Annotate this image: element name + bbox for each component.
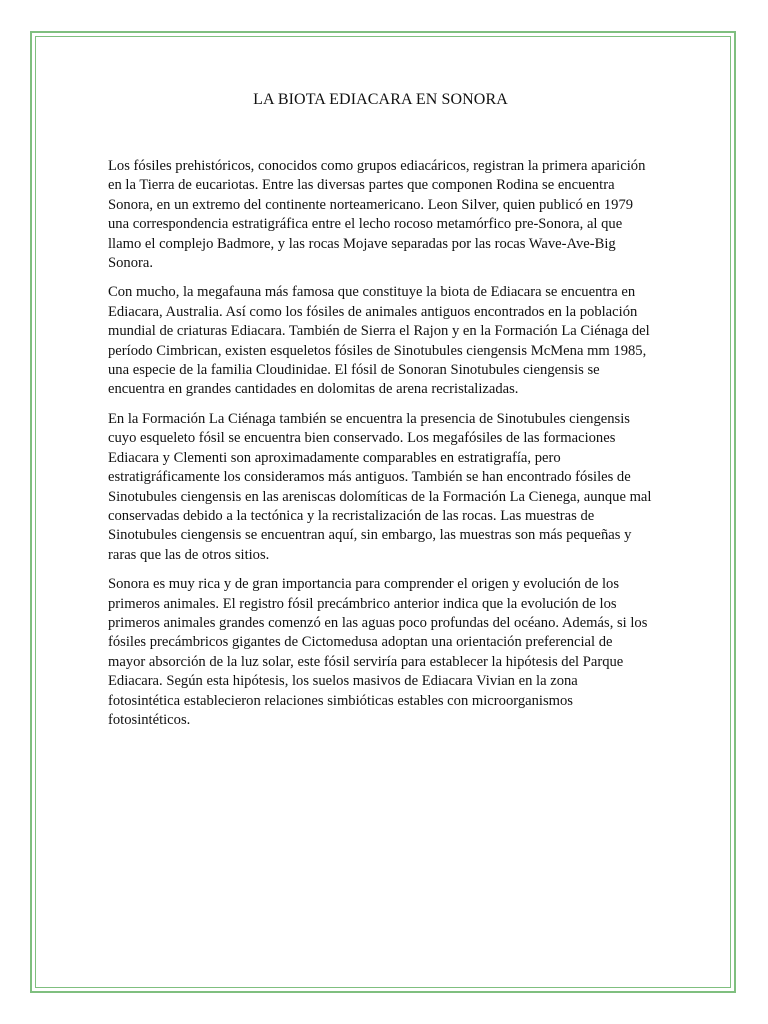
- document-title: LA BIOTA EDIACARA EN SONORA: [253, 91, 508, 108]
- paragraph-2: Con mucho, la megafauna más famosa que constituye la biota de Ediacara se encuentra en Ediacara, Australia. Así como los fósiles de animales antiguos encontrados en la población mundial de criaturas Ediacara. También de Sierra el Rajon y en la Formación La Ciénaga del período Cimbrican, existen esqueletos fósiles de Sinotubules ciengensis McMena mm 1985, una especie de la familia Cloudinidae. El fósil de Sonoran Sinotubules ciengensis se encuentra en grandes cantidades en dolomitas de arena recristalizadas.: [108, 284, 650, 398]
- paragraph-4: Sonora es muy rica y de gran importancia para comprender el origen y evolución de los primeros animales. El registro fósil precámbrico anterior indica que la evolución de los primeros animales grandes comenzó en las aguas poco profundas del océano. Además, si los fósiles precámbricos gigantes de Cictomedusa adoptan una orientación preferencial de mayor absorción de la luz solar, este fósil serviría para establecer la hipótesis del Parque Ediacara. Según esta hipótesis, los suelos masivos de Ediacara Vivian en la zona fotosintética establecieron relaciones simbióticas estables con microorganismos fotosintéticos.: [108, 576, 648, 728]
- document-body: [108, 91, 653, 740]
- paragraph-1: Los fósiles prehistóricos, conocidos como grupos ediacáricos, registran la primera aparición en la Tierra de eucariotas. Entre las diversas partes que componen Rodina se encuentra Sonora, en un extremo del continente norteamericano. Leon Silver, quien publicó en 1979 una correspondencia estratigráfica entre el lecho rocoso metamórfico pre-Sonora, al que llamo el complejo Badmore, y las rocas Mojave separadas por las rocas Wave-Ave-Big Sonora.: [108, 158, 646, 272]
- paragraph-3: En la Formación La Ciénaga también se encuentra la presencia de Sinotubules ciengensis cuyo esqueleto fósil se encuentra bien conservado. Los megafósiles de las formaciones Ediacara y Clementi son aproximadamente comparables en estratigrafía, pero estratigráficamente los consideramos más antiguos. También se han encontrado fósiles de Sinotubules ciengensis en las areniscas dolomíticas de la Formación La Cienega, aunque mal conservadas debido a la tectónica y la recristalización de las rocas. Las muestras de Sinotubules ciengensis se encuentran aquí, sin embargo, las muestras son más pequeñas y raras que las de otros sitios.: [108, 410, 652, 563]
